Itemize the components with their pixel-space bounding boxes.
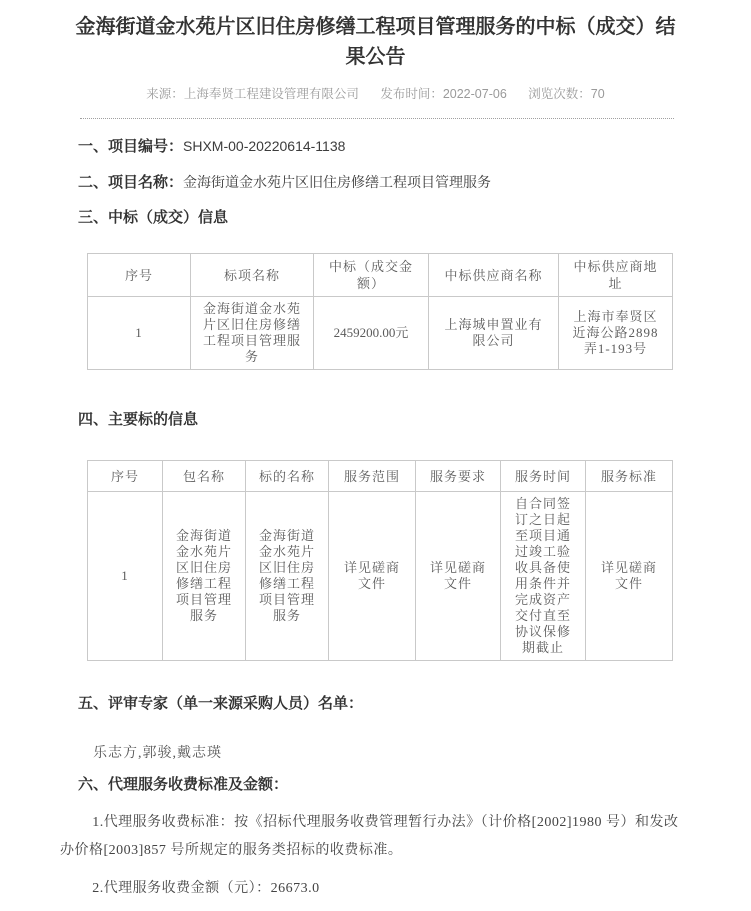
subject-table-row bbox=[88, 492, 673, 661]
subject-cell-service-time: 自合同签订之日起至项目通过竣工验收具备使用条件并完成资产交付直至协议保修期截止 bbox=[501, 492, 586, 661]
subject-header-subject-name: 标的名称 bbox=[246, 461, 329, 492]
meta-line bbox=[60, 84, 691, 102]
section-subject-info-heading bbox=[78, 410, 691, 430]
subject-header-service-requirement: 服务要求 bbox=[416, 461, 501, 492]
subject-header-service-scope: 服务范围 bbox=[329, 461, 416, 492]
meta-source-label: 来源： bbox=[146, 87, 184, 101]
subject-header-service-time: 服务时间 bbox=[501, 461, 586, 492]
agency-fee-heading-label: 六、代理服务收费标准及金额： bbox=[78, 776, 289, 793]
meta-source bbox=[146, 87, 359, 101]
award-cell-seq: 1 bbox=[88, 297, 191, 370]
section-project-number bbox=[78, 136, 691, 157]
agency-fee-amount-paragraph: 2.代理服务收费金额（元）：26673.0 bbox=[92, 881, 320, 896]
award-header-seq: 序号 bbox=[88, 254, 191, 297]
award-header-supplier-name: 中标供应商名称 bbox=[429, 254, 559, 297]
award-result-table bbox=[87, 253, 673, 370]
award-cell-supplier-name: 上海城申置业有限公司 bbox=[429, 297, 559, 370]
award-cell-amount: 2459200.00元 bbox=[314, 297, 429, 370]
award-info-heading-label: 三、中标（成交）信息 bbox=[78, 209, 229, 226]
subject-header-service-standard: 服务标准 bbox=[586, 461, 673, 492]
subject-cell-service-requirement: 详见磋商文件 bbox=[416, 492, 501, 661]
experts-heading-label: 五、评审专家（单一来源采购人员）名单： bbox=[78, 695, 364, 712]
award-header-lot-name: 标项名称 bbox=[191, 254, 314, 297]
main-subject-table bbox=[87, 460, 673, 661]
subject-cell-package-name: 金海街道金水苑片区旧住房修缮工程项目管理服务 bbox=[163, 492, 246, 661]
subject-header-package-name: 包名称 bbox=[163, 461, 246, 492]
award-table-header-row bbox=[88, 254, 673, 297]
agency-fee-standard-paragraph: 1.代理服务收费标准：按《招标代理服务收费管理暂行办法》（计价格[2002]1980 号）和发改办价格[2003]857 号所规定的服务类招标的收费标准。 bbox=[60, 815, 679, 858]
page-title: 金海街道金水苑片区旧住房修缮工程项目管理服务的中标（成交）结果公告 bbox=[75, 16, 676, 68]
meta-source-value: 上海奉贤工程建设管理有限公司 bbox=[183, 87, 359, 101]
award-header-amount: 中标（成交金额） bbox=[314, 254, 429, 297]
subject-table-header-row bbox=[88, 461, 673, 492]
meta-publish-value: 2022-07-06 bbox=[442, 87, 507, 101]
award-cell-lot-name: 金海街道金水苑片区旧住房修缮工程项目管理服务 bbox=[191, 297, 314, 370]
subject-info-heading-label: 四、主要标的信息 bbox=[78, 411, 199, 428]
project-name-value: 金海街道金水苑片区旧住房修缮工程项目管理服务 bbox=[183, 174, 492, 190]
meta-publish-label: 发布时间： bbox=[380, 87, 443, 101]
subject-header-seq: 序号 bbox=[88, 461, 163, 492]
section-project-name bbox=[78, 172, 691, 193]
expert-names: 乐志方,郭骏,戴志瑛 bbox=[93, 746, 222, 761]
subject-cell-subject-name: 金海街道金水苑片区旧住房修缮工程项目管理服务 bbox=[246, 492, 329, 661]
section-project-number-label: 一、项目编号： bbox=[78, 138, 184, 155]
subject-cell-service-scope: 详见磋商文件 bbox=[329, 492, 416, 661]
award-header-supplier-address: 中标供应商地址 bbox=[559, 254, 673, 297]
project-number-value: SHXM-00-20220614-1138 bbox=[183, 138, 346, 154]
dotted-divider bbox=[80, 118, 674, 119]
meta-views-value: 70 bbox=[590, 87, 605, 101]
meta-views bbox=[528, 87, 604, 101]
section-agency-fee-heading bbox=[78, 775, 691, 795]
award-cell-supplier-address: 上海市奉贤区近海公路2898弄1-193号 bbox=[559, 297, 673, 370]
section-experts-heading bbox=[78, 694, 691, 714]
meta-publish-time bbox=[380, 87, 506, 101]
announcement-page bbox=[0, 12, 751, 903]
award-table-row bbox=[88, 297, 673, 370]
subject-cell-seq: 1 bbox=[88, 492, 163, 661]
section-award-info-heading bbox=[78, 208, 691, 228]
meta-views-label: 浏览次数： bbox=[528, 87, 591, 101]
subject-cell-service-standard: 详见磋商文件 bbox=[586, 492, 673, 661]
section-project-name-label: 二、项目名称： bbox=[78, 174, 184, 191]
